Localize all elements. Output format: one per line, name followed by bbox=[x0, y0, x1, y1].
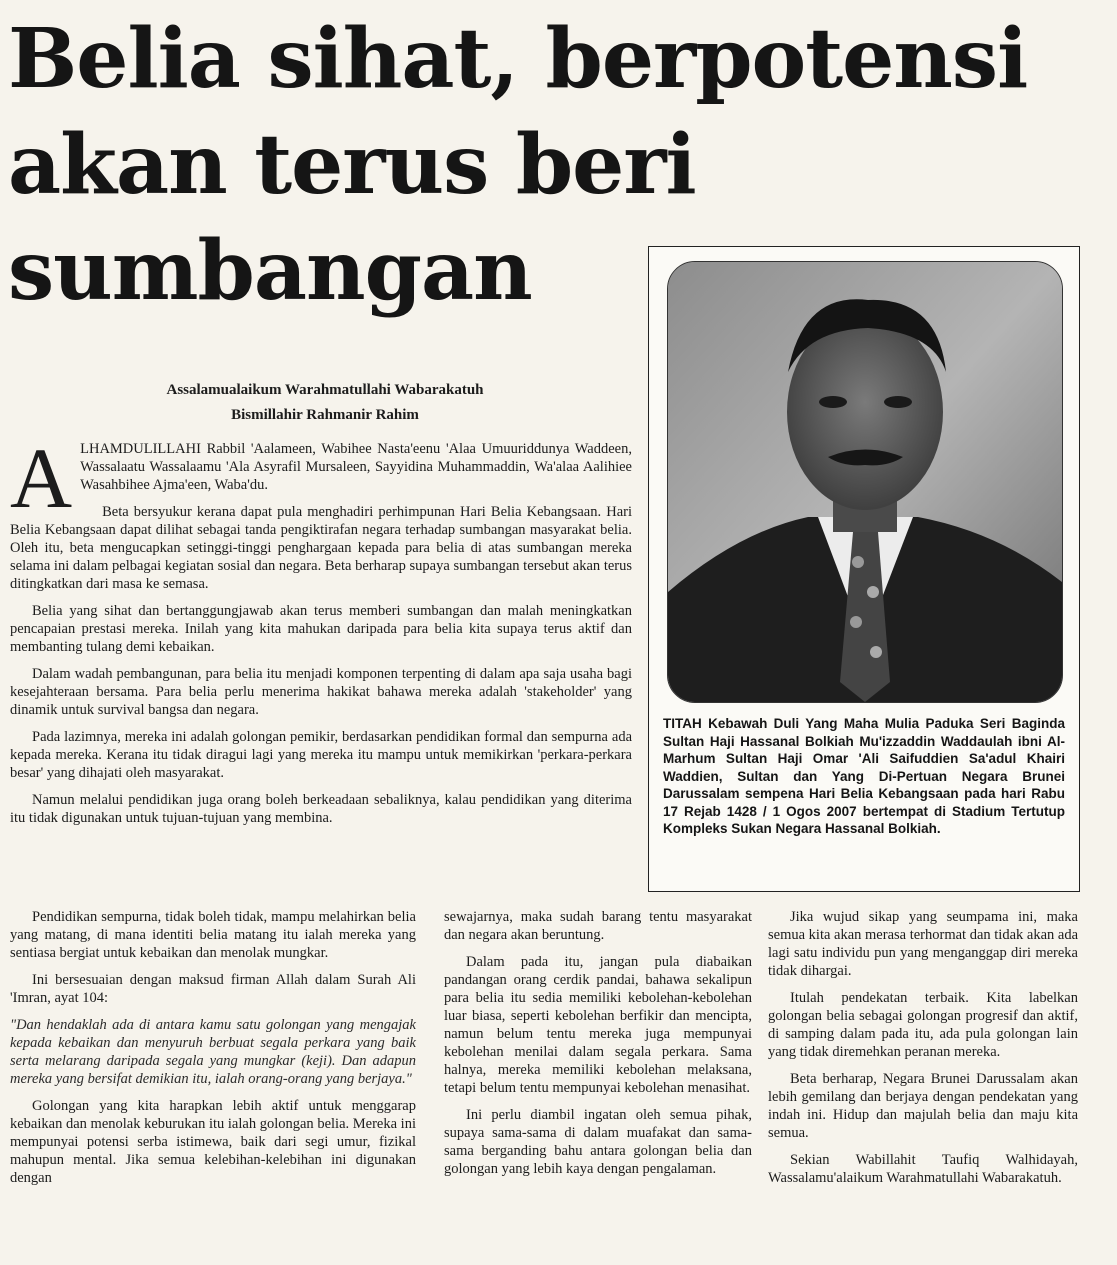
paragraph: Sekian Wabillahit Taufiq Walhidayah, Wassalamu'alaikum Warahmatullahi Wabarakatuh. bbox=[768, 1152, 1078, 1186]
paragraph: Beta bersyukur kerana dapat pula menghadiri perhimpunan Hari Belia Kebangsaan. Hari Belia Kebangsaan dapat dilihat sebagai tanda pengiktirafan negara terhadap sumbangan masyarakat belia. Oleh itu, beta mengucapkan setinggi-tinggi penghargaan kepada para belia di atas sumbangan mereka selama ini dalam pelbagai kegiatan sosial dan negara. Beta berharap supaya sumbangan tersebut akan terus ditingkatkan dari masa ke semasa. bbox=[10, 504, 632, 592]
paragraph: Ini perlu diambil ingatan oleh semua pihak, supaya sama-sama di dalam muafakat dan sama-sama berganding bahu antara golongan belia dan golongan yang lebih kaya dengan pengalaman. bbox=[444, 1107, 752, 1177]
greeting-bismillah: Bismillahir Rahmanir Rahim bbox=[231, 407, 419, 423]
article-column-2 bbox=[444, 908, 752, 1187]
photo-box bbox=[648, 246, 1080, 892]
paragraph: sewajarnya, maka sudah barang tentu masyarakat dan negara akan beruntung. bbox=[444, 909, 752, 943]
paragraph: Ini bersesuaian dengan maksud firman Allah dalam Surah Ali 'Imran, ayat 104: bbox=[10, 972, 416, 1006]
headline-line-3: sumbangan bbox=[8, 223, 532, 319]
portrait-illustration bbox=[668, 262, 1062, 702]
paragraph: Jika wujud sikap yang seumpama ini, maka semua kita akan merasa terhormat dan tidak akan ada lagi satu individu pun yang menganggap diri mereka tidak dihargai. bbox=[768, 909, 1079, 979]
article-intro-column bbox=[10, 430, 632, 836]
headline-line-1: Belia sihat, berpotensi bbox=[8, 11, 1028, 107]
greeting-salam: Assalamualaikum Warahmatullahi Wabarakatuh bbox=[166, 382, 484, 398]
paragraph: Dalam pada itu, jangan pula diabaikan pandangan orang cerdik pandai, bahawa sekalipun para belia itu sedia memiliki kebolehan-kebolehan luar biasa, seperti kebolehan berfikir dan mencipta, namun belum tentu mereka juga mempunyai kebolehan menilai dalam segala perkara. Sama halnya, mereka memiliki kebolehan melaksana, tetapi belum tentu mempunyai kebolehan menasihat. bbox=[444, 954, 752, 1096]
paragraph: Dalam wadah pembangunan, para belia itu menjadi komponen terpenting di dalam apa saja usaha bagi kesejahteraan bersama. Para belia perlu menerima hakikat bahawa mereka adalah 'stakeholder' yang dinamik untuk survival bangsa dan negara. bbox=[10, 666, 632, 718]
paragraph: Golongan yang kita harapkan lebih aktif untuk menggarap kebaikan dan menolak keburukan itu ialah golongan belia. Mereka ini mempunyai potensi serba istimewa, baik dari segi umur, fizikal mahupun mental. Jika semua kelebihan-kelebihan ini digunakan dengan bbox=[10, 1098, 416, 1186]
article-column-1 bbox=[10, 908, 416, 1196]
paragraph: Namun melalui pendidikan juga orang boleh berkeadaan sebaliknya, kalau pendidikan yang diterima itu tidak digunakan untuk tujuan-tujuan yang membina. bbox=[10, 792, 632, 826]
paragraph: Itulah pendekatan terbaik. Kita labelkan golongan belia sebagai golongan progresif dan aktif, di samping dalam pada itu, ada pula golongan lain yang tidak diremehkan peranan mereka. bbox=[768, 990, 1078, 1060]
sultan-portrait-photo bbox=[667, 261, 1063, 703]
article-column-3 bbox=[768, 908, 1078, 1196]
headline-line-2: akan terus beri bbox=[8, 117, 696, 213]
paragraph: Beta berharap, Negara Brunei Darussalam akan lebih gemilang dan berjaya dengan pendekatan yang indah ini. Hidup dan majulah belia dan maju kita semua. bbox=[768, 1071, 1078, 1141]
intro-paragraph bbox=[10, 430, 632, 526]
quran-quote: "Dan hendaklah ada di antara kamu satu golongan yang mengajak kepada kebaikan dan menyuruh berbuat segala perkara yang baik serta melarang daripada segala yang mungkar (keji). Dan adapun mereka yang bersifat demikian itu, ialah orang-orang yang berjaya." bbox=[10, 1017, 416, 1087]
paragraph: Belia yang sihat dan bertanggungjawab akan terus memberi sumbangan dan malah meningkatkan pencapaian prestasi mereka. Inilah yang kita mahukan daripada para belia kita supaya terus aktif dan membanting tulang demi kebaikan. bbox=[10, 603, 632, 655]
intro-text: LHAMDULILLAHI Rabbil 'Aalameen, Wabihee Nasta'eenu 'Alaa Umuuriddunya Waddeen, Wassalaatu Wassalaamu 'Ala Asyrafil Mursaleen, Sayyidina Muhammaddin, Wa'alaa Aalihiee Wasahbihee Ajma'een, Waba'du. bbox=[80, 441, 632, 493]
drop-cap: A bbox=[10, 430, 73, 526]
paragraph: Pendidikan sempurna, tidak boleh tidak, mampu melahirkan belia yang matang, di mana identiti belia matang itu ialah mereka yang sentiasa bergiat untuk kebaikan dan menolak mungkar. bbox=[10, 909, 416, 961]
paragraph: Pada lazimnya, mereka ini adalah golongan pemikir, berdasarkan pendidikan formal dan sempurna ada kepada mereka. Kerana itu tidak diragui lagi yang mereka itu mampu untuk memikirkan 'perkara-perkara besar' yang dihajati oleh masyarakat. bbox=[10, 729, 632, 781]
photo-caption: TITAH Kebawah Duli Yang Maha Mulia Paduka Seri Baginda Sultan Haji Hassanal Bolkiah Mu'izzaddin Waddaulah ibni Al-Marhum Sultan Haji Omar 'Ali Saifuddien Sa'adul Khairi Waddien, Sultan dan Yang Di-Pertuan Negara Brunei Darussalam sempena Hari Belia Kebangsaan pada hari Rabu 17 Rejab 1428 / 1 Ogos 2007 bertempat di Stadium Tertutup Kompleks Sukan Negara Hassanal Bolkiah. bbox=[663, 716, 1065, 836]
